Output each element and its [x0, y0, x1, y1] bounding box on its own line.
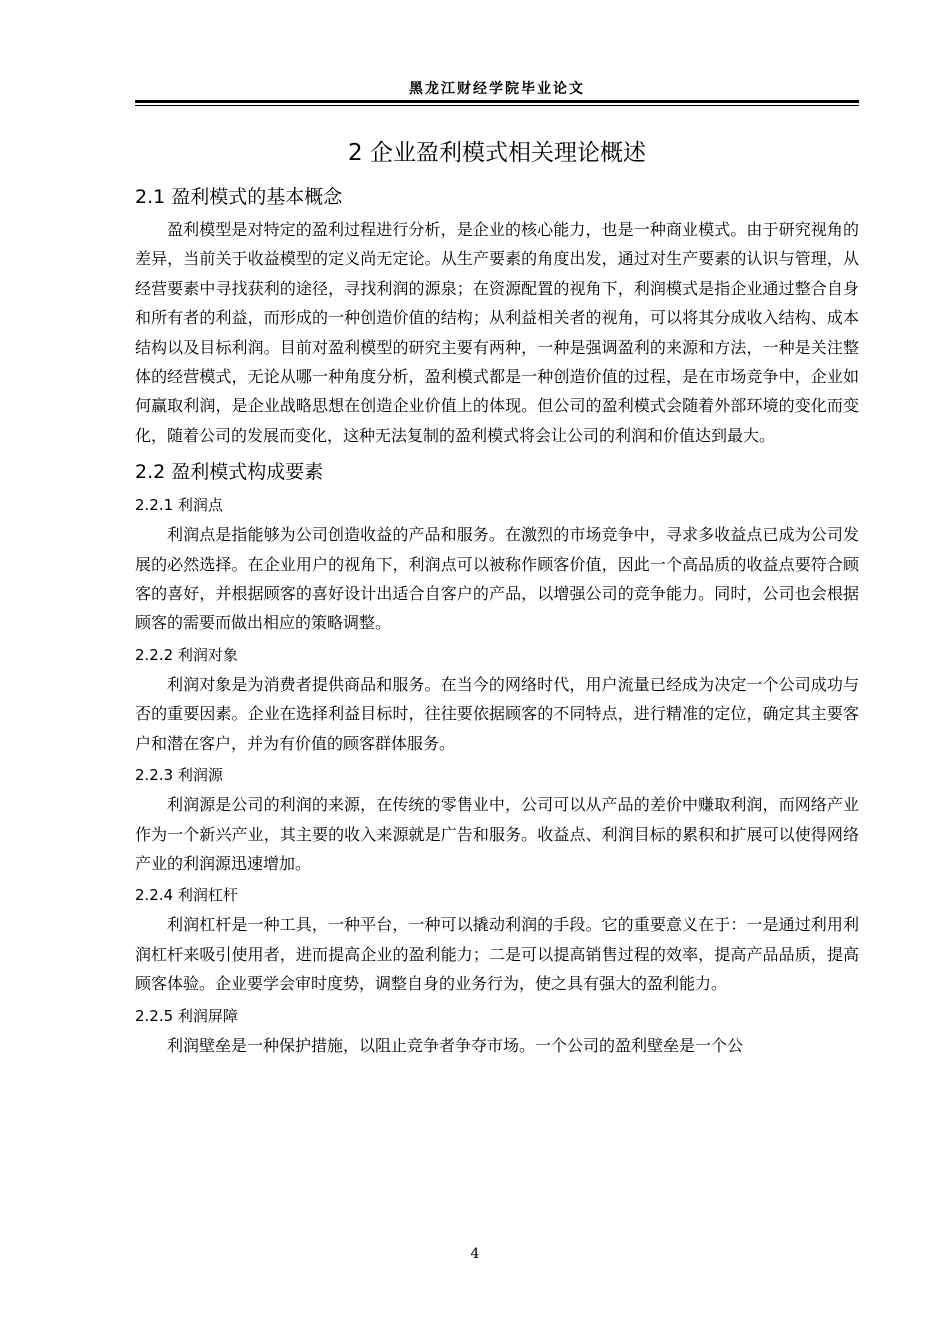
subsection-paragraph: 利润源是公司的利润的来源，在传统的零售业中，公司可以从产品的差价中赚取利润，而网络产业作为一个新兴产业，其主要的收入来源就是广告和服务。收益点、利润目标的累积和扩展可以使得网络产业的利润源迅速增加。 — [135, 795, 859, 873]
subsection-heading: 2.2.3 利润源 — [135, 766, 223, 785]
section-paragraph: 盈利模型是对特定的盈利过程进行分析，是企业的核心能力，也是一种商业模式。由于研究视角的差异，当前关于收益模型的定义尚无定论。从生产要素的角度出发，通过对生产要素的认识与管理，从经营要素中寻找获利的途径，寻找利润的源泉；在资源配置的视角下，利润模式是指企业通过整合自身和所有者的利益，而形成的一种创造价值的结构；从利益相关者的视角，可以将其分成收入结构、成本结构以及目标利润。目前对盈利模型的研究主要有两种，一种是强调盈利的来源和方法，一种是关注整体的经营模式，无论从哪一种角度分析，盈利模式都是一种创造价值的过程，是在市场竞争中，企业如何赢取利润，是企业战略思想在创造企业价值上的体现。但公司的盈利模式会随着外部环境的变化而变化，随着公司的发展而变化，这种无法复制的盈利模式将会让公司的利润和价值达到最大。 — [135, 220, 859, 445]
page-number: 4 — [470, 1246, 480, 1262]
subsection-paragraph: 利润杠杆是一种工具，一种平台，一种可以撬动利润的手段。它的重要意义在于：一是通过利用利润杠杆来吸引使用者，进而提高企业的盈利能力；二是可以提高销售过程的效率，提高产品品质，提高顾客体验。企业要学会审时度势，调整自身的业务行为，使之具有强大的盈利能力。 — [135, 915, 859, 994]
subsection-paragraph: 利润点是指能够为公司创造收益的产品和服务。在激烈的市场竞争中，寻求多收益点已成为公司发展的必然选择。在企业用户的视角下，利润点可以被称作顾客价值，因此一个高品质的收益点要符合顾客的喜好，并根据顾客的喜好设计出适合自客户的产品，以增强公司的竞争能力。同时，公司也会根据顾客的需要而做出相应的策略调整。 — [135, 525, 859, 633]
subsection-paragraph: 利润壁垒是一种保护措施，以阻止竞争者争夺市场。一个公司的盈利壁垒是一个公 — [167, 1035, 744, 1055]
subsection-heading: 2.2.4 利润杠杆 — [135, 886, 238, 905]
subsection-heading: 2.2.5 利润屏障 — [135, 1006, 238, 1025]
subsection-heading: 2.2.2 利润对象 — [135, 645, 238, 664]
subsection-heading: 2.2.1 利润点 — [135, 496, 223, 515]
subsection-paragraph: 利润对象是为消费者提供商品和服务。在当今的网络时代，用户流量已经成为决定一个公司成功与否的重要因素。企业在选择利益目标时，往往要依据顾客的不同特点，进行精准的定位，确定其主要客户和潜在客户，并为有价值的顾客群体服务。 — [135, 674, 859, 753]
header-rule-thick — [135, 100, 859, 103]
section-heading: 2.1 盈利模式的基本概念 — [135, 186, 343, 208]
running-header: 黑龙江财经学院毕业论文 — [409, 81, 585, 97]
chapter-title: 2 企业盈利模式相关理论概述 — [348, 140, 646, 166]
page-body — [135, 130, 859, 1060]
section-heading: 2.2 盈利模式构成要素 — [135, 461, 324, 484]
header-rule-thin — [135, 105, 859, 106]
